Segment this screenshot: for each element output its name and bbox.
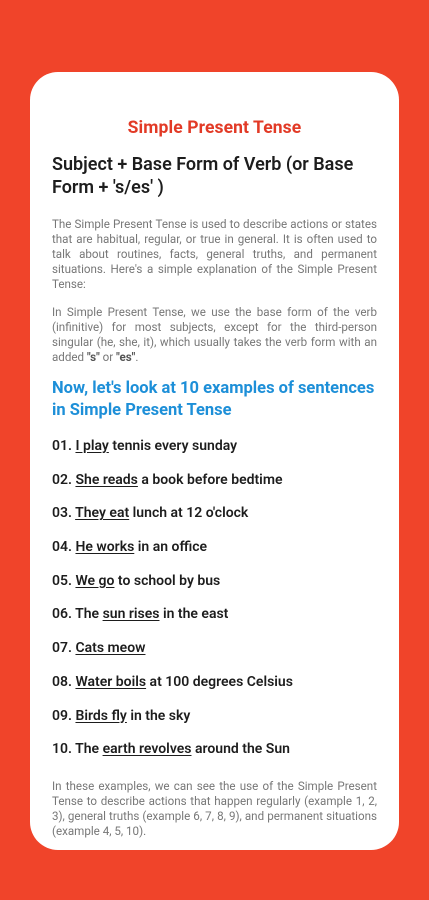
- example-item: [52, 470, 377, 504]
- example-rest: in an office: [134, 539, 208, 556]
- example-rest: to school by bus: [114, 572, 221, 589]
- example-highlight: They eat: [75, 505, 130, 522]
- example-number: 03.: [52, 505, 72, 522]
- example-prefix: The: [75, 741, 103, 758]
- example-highlight: earth revolves: [102, 741, 192, 758]
- rule-s-suffix: "s": [86, 350, 100, 364]
- example-rest: tennis every sunday: [108, 438, 238, 454]
- example-prefix: The: [75, 606, 103, 623]
- example-item: [52, 672, 377, 706]
- example-highlight: Birds fly: [75, 707, 127, 724]
- example-number: 08.: [52, 673, 72, 690]
- example-number: 10.: [52, 741, 72, 758]
- closing-paragraph: In these examples, we can see the use of the Simple Present Tense to describe actions that happen regularly (example 1, 2, 3), general truths (example 6, 7, 8, 9), and permanent situations (example 4, 5, 10).: [52, 778, 377, 838]
- example-highlight: sun rises: [102, 606, 160, 623]
- intro-paragraph: The Simple Present Tense is used to describe actions or states that are habitual, regular, or true in general. It is often used to talk about routines, facts, general truths, and permanent situations. Here's a simple explanation of the Simple Present Tense:: [52, 217, 377, 291]
- example-item: [52, 604, 377, 638]
- example-highlight: We go: [75, 572, 115, 589]
- rule-text: In Simple Present Tense, we use the base form of the verb (infinitive) for most subjects, except for the third-person singular (he, she, it), which usually takes the verb form with an added: [52, 305, 377, 364]
- rule-paragraph: [52, 305, 377, 365]
- example-item: [52, 638, 377, 672]
- example-item: [52, 739, 377, 773]
- example-highlight: I play: [75, 438, 109, 454]
- example-highlight: Cats meow: [75, 640, 146, 657]
- example-highlight: Water boils: [75, 673, 147, 690]
- formula-heading: Subject + Base Form of Verb (or Base Form + 's/es' ): [52, 154, 354, 198]
- example-rest: at 100 degrees Celsius: [146, 673, 293, 690]
- example-item: [52, 706, 377, 740]
- examples-heading: Now, let's look at 10 examples of sentences in Simple Present Tense: [52, 379, 375, 420]
- examples-list: [52, 436, 377, 773]
- rule-or: or: [99, 350, 117, 364]
- content-card: [30, 72, 399, 850]
- example-number: 07.: [52, 640, 72, 657]
- rule-end: .: [135, 350, 139, 364]
- example-rest: in the east: [159, 606, 229, 623]
- example-item: [52, 537, 377, 571]
- example-highlight: She reads: [75, 471, 138, 488]
- example-item: [52, 503, 377, 537]
- example-rest: a book before bedtime: [137, 471, 283, 488]
- example-item: [52, 571, 377, 605]
- example-number: 05.: [52, 572, 72, 589]
- example-rest: around the Sun: [191, 741, 290, 758]
- example-number: 02.: [52, 471, 72, 488]
- example-rest: in the sky: [126, 707, 191, 724]
- example-rest: lunch at 12 o'clock: [129, 505, 249, 522]
- scroll-content[interactable]: [30, 72, 399, 839]
- example-number: 01.: [52, 438, 72, 454]
- example-number: 09.: [52, 707, 72, 724]
- example-number: 04.: [52, 539, 72, 556]
- example-item: [52, 436, 377, 470]
- page-title: Simple Present Tense: [127, 118, 302, 138]
- example-highlight: He works: [75, 539, 135, 556]
- example-number: 06.: [52, 606, 72, 623]
- rule-es-suffix: "es": [116, 350, 136, 364]
